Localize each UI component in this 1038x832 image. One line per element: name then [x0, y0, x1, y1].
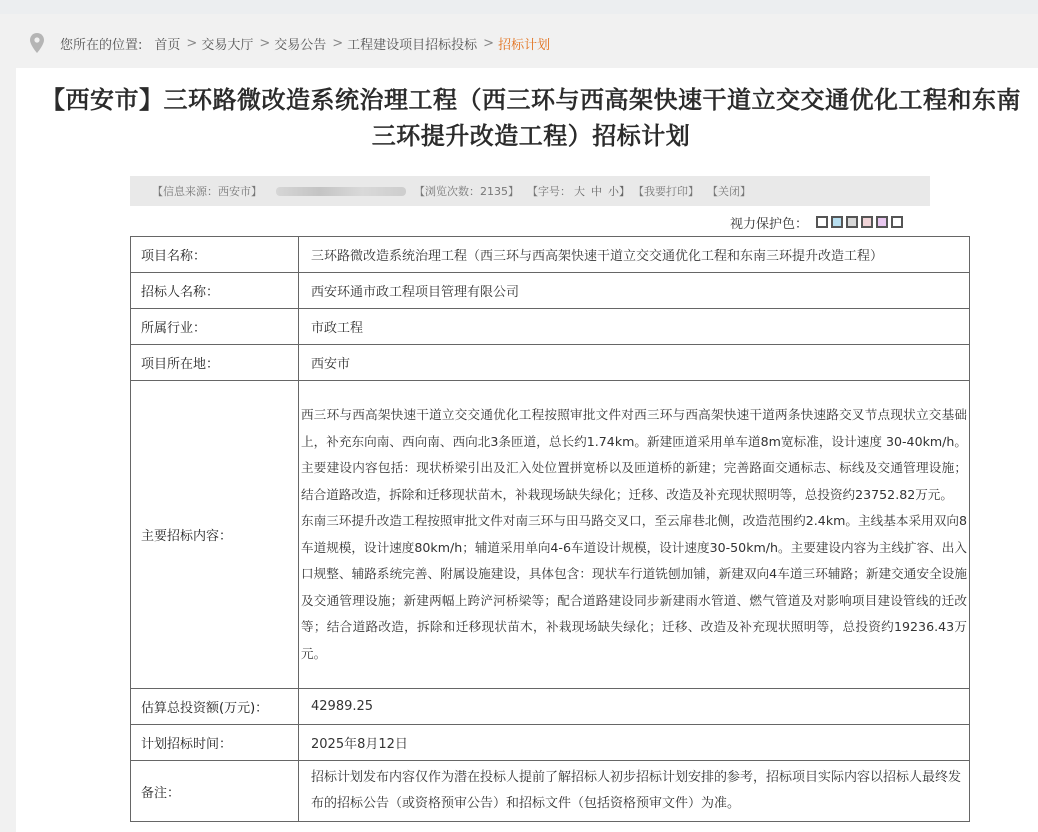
color-swatch-default[interactable]: [891, 216, 903, 228]
content-value: [299, 381, 970, 689]
breadcrumb-construction-bidding-link[interactable]: 工程建设项目招标投标: [347, 37, 478, 53]
vision-label: 视力保护色：: [730, 216, 809, 232]
location-value: 西安市: [299, 345, 970, 381]
color-swatch-purple[interactable]: [876, 216, 888, 228]
breadcrumb-label: 您所在的位置:: [60, 37, 143, 53]
content-label: 主要招标内容：: [131, 381, 299, 689]
industry-value: 市政工程: [299, 309, 970, 345]
color-swatch-gray[interactable]: [846, 216, 858, 228]
investment-value: 42989.25: [299, 689, 970, 725]
tenderer-label: 招标人名称：: [131, 273, 299, 309]
plan-time-value: 2025年8月12日: [299, 725, 970, 761]
remark-value: 招标计划发布内容仅作为潜在投标人提前了解招标人初步招标计划安排的参考，招标项目实际内容以招标人最终发布的招标公告（或资格预审公告）和招标文件（包括资格预审文件）为准。: [299, 761, 970, 822]
close-button[interactable]: 【关闭】: [707, 185, 751, 198]
table-row: [131, 725, 970, 761]
print-button[interactable]: 【我要打印】: [633, 185, 699, 198]
tenderer-value: 西安环通市政工程项目管理有限公司: [299, 273, 970, 309]
investment-label: 估算总投资额(万元)：: [131, 689, 299, 725]
breadcrumb-separator: >: [483, 35, 495, 51]
vision-protection-colors: [730, 214, 906, 230]
breadcrumb-trading-hall-link[interactable]: 交易大厅: [201, 37, 254, 53]
color-swatch-blue[interactable]: [831, 216, 843, 228]
breadcrumb-announcements-link[interactable]: 交易公告: [274, 37, 327, 53]
info-views: 【浏览次数：2135】: [414, 185, 519, 198]
font-large-button[interactable]: 大: [574, 185, 585, 198]
table-row: [131, 761, 970, 822]
project-name-label: 项目名称：: [131, 237, 299, 273]
location-pin-icon: [30, 33, 44, 53]
table-row: [131, 237, 970, 273]
project-info-table: [130, 236, 970, 822]
plan-time-label: 计划招标时间：: [131, 725, 299, 761]
table-row: [131, 309, 970, 345]
table-row: [131, 689, 970, 725]
page-title: 【西安市】三环路微改造系统治理工程（西三环与西高架快速干道立交交通优化工程和东南三环提升改造工程）招标计划: [41, 86, 1021, 150]
location-label: 项目所在地：: [131, 345, 299, 381]
project-name-value: 三环路微改造系统治理工程（西三环与西高架快速干道立交交通优化工程和东南三环提升改造工程）: [299, 237, 970, 273]
table-row: [131, 345, 970, 381]
info-source: 【信息来源：西安市】: [152, 185, 262, 198]
breadcrumb-separator: >: [186, 35, 198, 51]
breadcrumb-home-link[interactable]: 首页: [154, 37, 181, 53]
breadcrumb-separator: >: [332, 35, 344, 51]
remark-label: 备注：: [131, 761, 299, 822]
font-medium-button[interactable]: 中: [591, 185, 602, 198]
font-size-label: 【字号：: [527, 185, 571, 198]
info-bar: [130, 176, 930, 206]
top-bar: [0, 0, 1038, 14]
breadcrumb: [30, 30, 550, 56]
breadcrumb-separator: >: [259, 35, 271, 51]
color-swatch-white[interactable]: [816, 216, 828, 228]
industry-label: 所属行业：: [131, 309, 299, 345]
content-paragraph-1: 西三环与西高架快速干道立交交通优化工程按照审批文件对西三环与西高架快速干道两条快速路交叉节点现状立交基础上，补充东向南、西向南、西向北3条匝道，总长约1.74km。新建匝道采用单车道8m宽标准，设计速度 30-40km/h。主要建设内容包括：现状桥梁引出及汇入处位置拼宽桥以及匝道桥的新建；完善路面交通标志、标线及交通管理设施；结合道路改造，拆除和迁移现状苗木，补栽现场缺失绿化；迁移、改造及补充现状照明等，总投资约23752.82万元。: [301, 407, 967, 502]
content-panel: [16, 68, 1038, 832]
breadcrumb-current-link[interactable]: 招标计划: [498, 37, 551, 53]
blurred-date: [276, 187, 406, 196]
content-paragraph-2: 东南三环提升改造工程按照审批文件对南三环与田马路交叉口，至云扉巷北侧，改造范围约2.4km。主线基本采用双向8车道规模，设计速度80km/h；辅道采用单向4-6车道设计规模，设计速度30-50km/h。主要建设内容为主线扩容、出入口规整、辅路系统完善、附属设施建设，具体包含：现状车行道铣刨加铺，新建双向4车道三环辅路；新建交通安全设施及交通管理设施；新建两幅上跨浐河桥梁等；配合道路建设同步新建雨水管道、燃气管道及对影响项目建设管线的迁改等；结合道路改造，拆除和迁移现状苗木，补栽现场缺失绿化；迁移、改造及补充现状照明等，总投资约19236.43万元。: [301, 513, 967, 661]
table-row: [131, 381, 970, 689]
font-small-button[interactable]: 小】: [608, 185, 630, 198]
table-row: [131, 273, 970, 309]
color-swatch-pink[interactable]: [861, 216, 873, 228]
